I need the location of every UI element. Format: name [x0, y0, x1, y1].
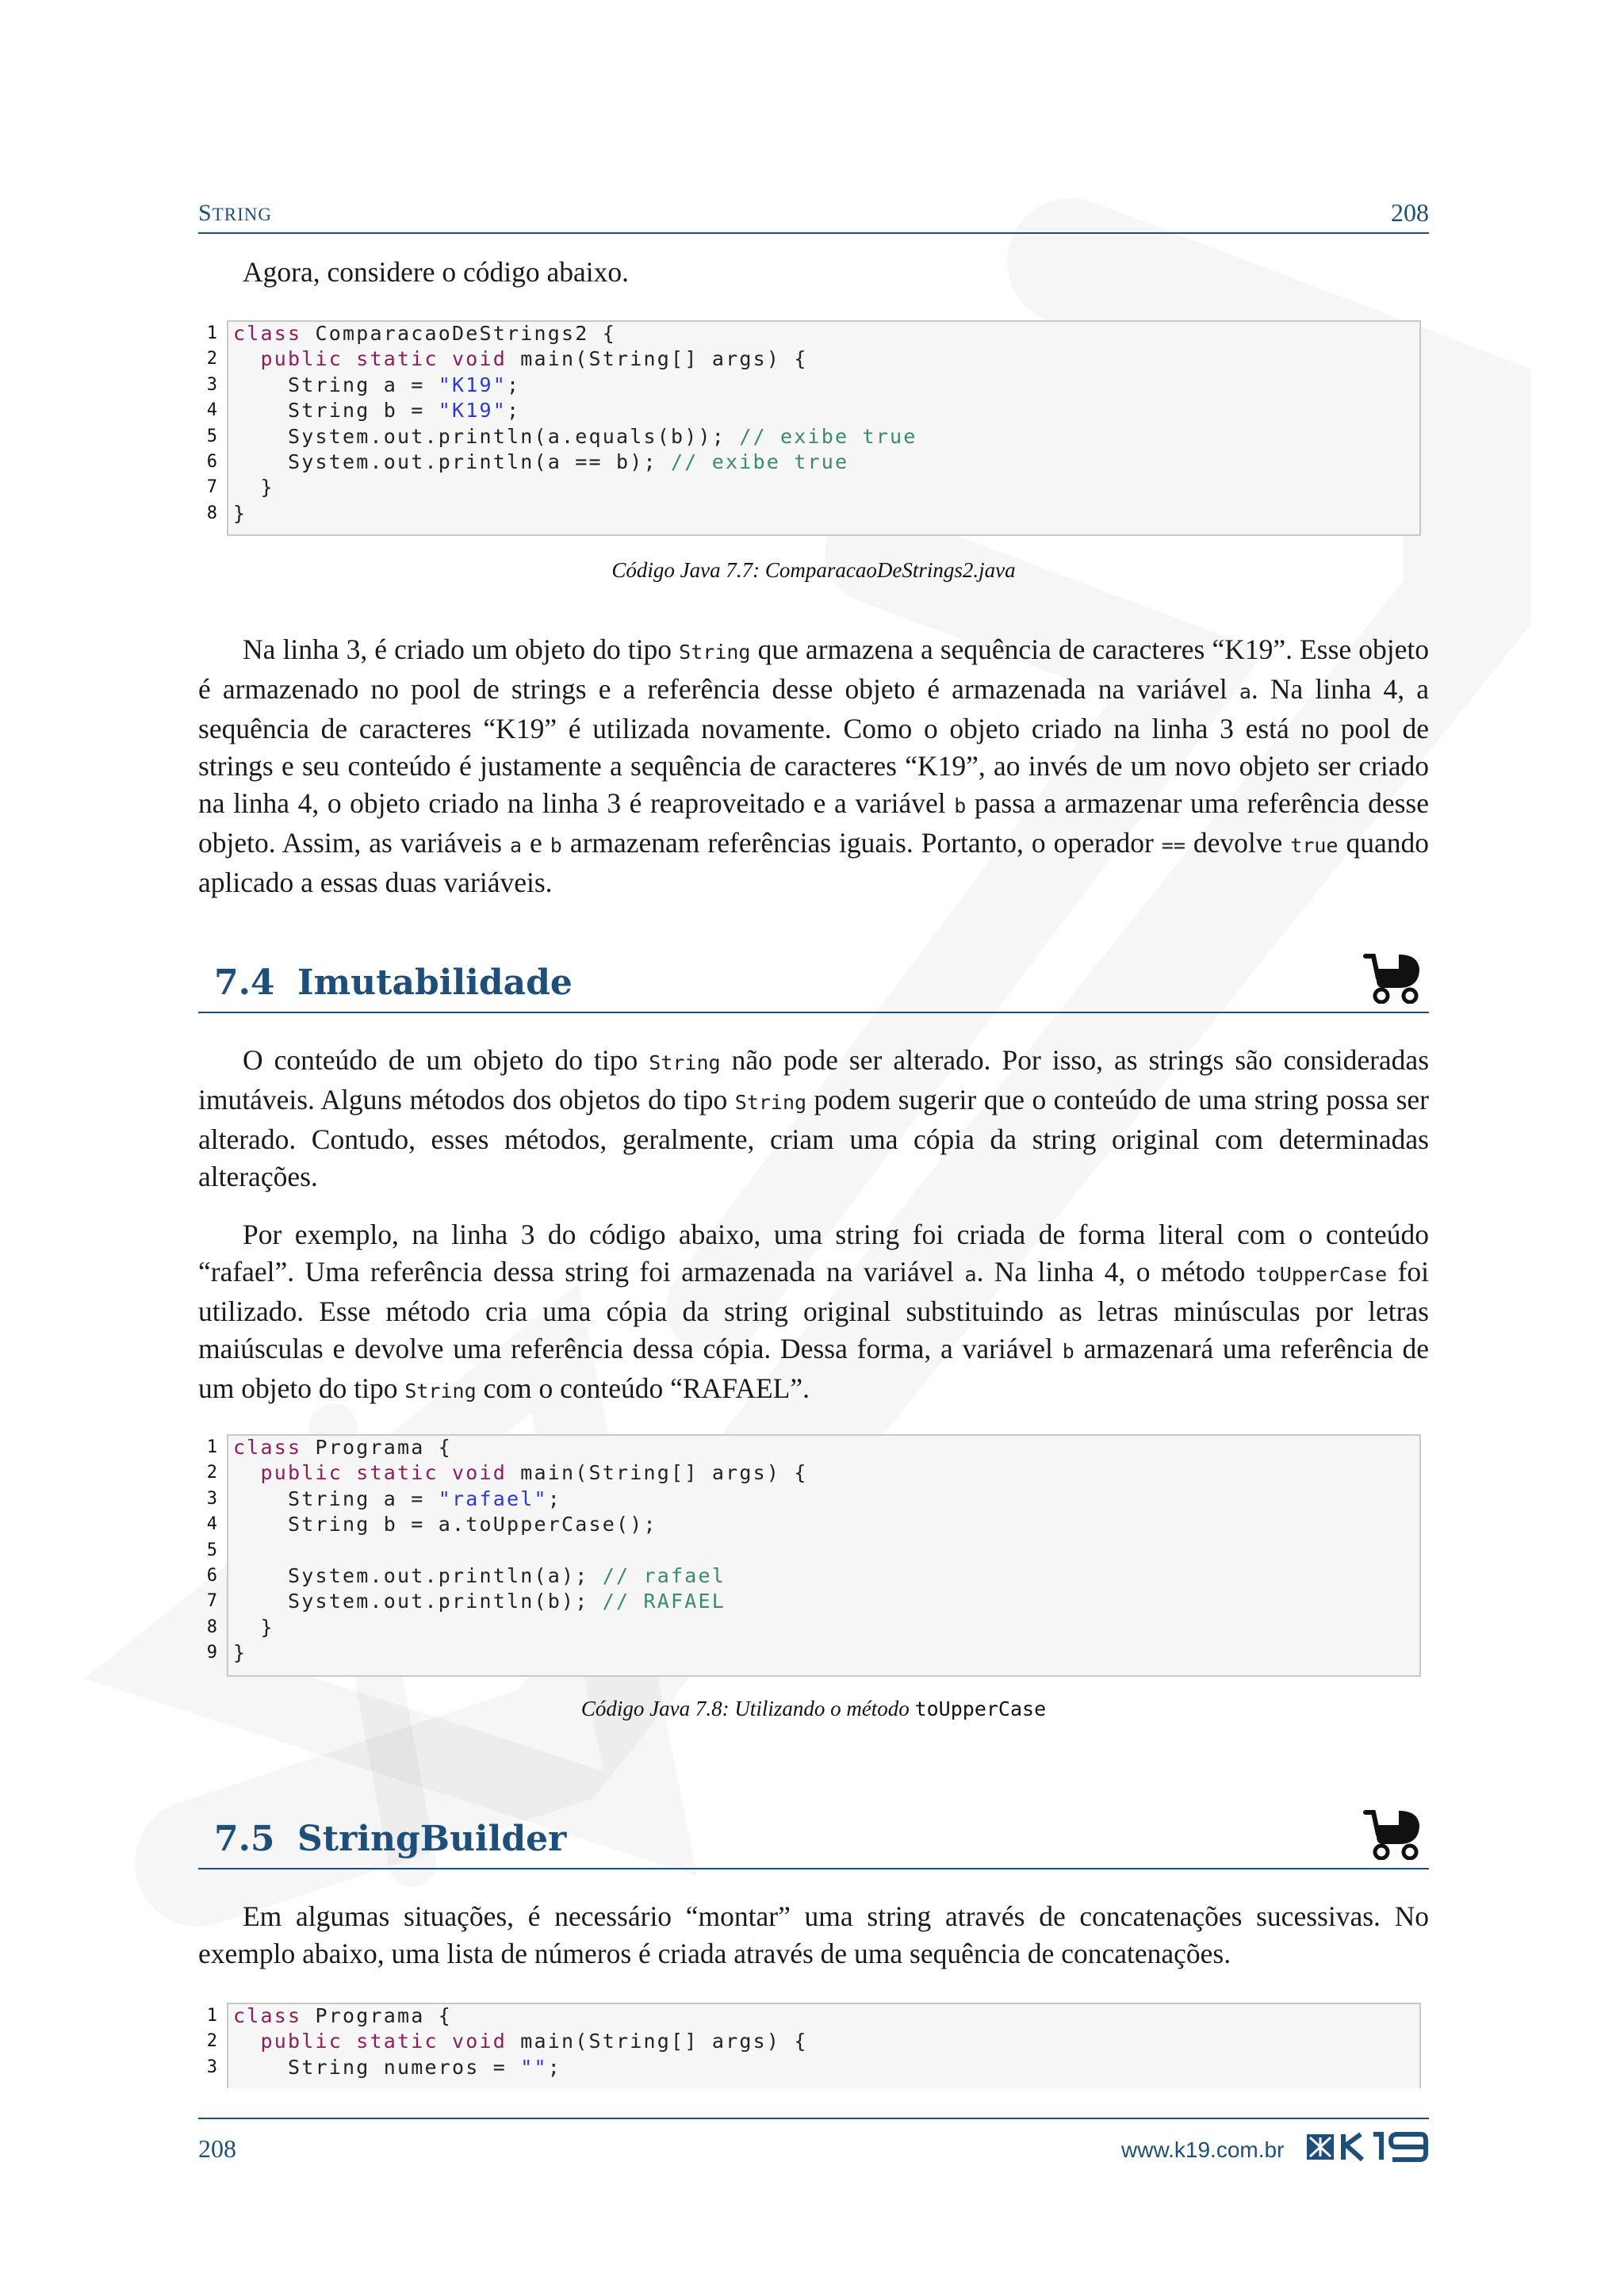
code-line-number: 1: [206, 323, 217, 343]
footer-url: www.k19.com.br: [1121, 2137, 1285, 2162]
code-token: }: [233, 1641, 247, 1665]
paragraph-stringbuilder-intro: [198, 1898, 1429, 1973]
inline-code: String: [404, 1380, 477, 1402]
code-token: }: [233, 1615, 274, 1639]
code-token: String a =: [233, 373, 439, 396]
inline-code: true: [1290, 834, 1339, 857]
code-token: [233, 2030, 261, 2053]
section-rule-7-5: [198, 1868, 1429, 1869]
paragraph-pool-explanation: [198, 631, 1429, 901]
code-caption-2: Código Java 7.8: Utilizando o método toUpperCase: [580, 1697, 1047, 1720]
footer-rule: [198, 2118, 1429, 2119]
text-run: . Na linha 4, a sequência de caracteres “K19” é utilizada novamente. Como o objeto criado na linha 3 está no pool de strings e seu conteúdo é justamente a sequência de caracteres “K19”, ao invés de um novo objeto ser criado na linha 4, o objeto criado na linha 3 é reaproveitado e a variável: [198, 673, 1430, 819]
intro-paragraph: Agora, considere o código abaixo.: [243, 256, 629, 288]
code-token: }: [233, 501, 247, 525]
code-token: Programa {: [301, 2004, 453, 2027]
section-rule-7-4: [198, 1012, 1429, 1013]
code-token: main(String[] args) {: [507, 1461, 808, 1485]
code-line-number: 4: [206, 1514, 217, 1535]
code-line: [233, 1513, 657, 1538]
paragraph-touppercase-example: [198, 1216, 1429, 1410]
text-run: não pode ser alterado. Por isso, as strings são consideradas imutáveis. Alguns métodos dos objetos do tipo: [198, 1044, 1430, 1115]
text-run: quando aplicado a essas duas variáveis.: [198, 827, 1429, 898]
code-token: class: [233, 1436, 302, 1459]
code-line-number: 3: [206, 2057, 217, 2077]
code-token: Programa {: [301, 1436, 453, 1459]
code-token: // exibe true: [739, 424, 917, 448]
code-token: ;: [507, 373, 521, 396]
text-run: armazenam referências iguais. Portanto, o operador: [561, 827, 1162, 859]
running-header-page-number: 208: [1391, 198, 1429, 227]
text-run: Na linha 3, é criado um objeto do tipo: [243, 633, 680, 665]
code-line-number: 1: [206, 2006, 217, 2026]
code-line-number: 2: [206, 1463, 217, 1483]
code-token: ;: [507, 399, 521, 423]
code-token: class: [233, 322, 302, 345]
code-token: [233, 347, 261, 370]
code-line-number: 8: [206, 503, 217, 523]
code-token: // exibe true: [671, 450, 849, 473]
code-token: System.out.println(a.equals(b));: [233, 424, 740, 448]
text-run: podem sugerir que o conteúdo de uma string possa ser alterado. Contudo, esses métodos, geralmente, criam uma cópia da string original com determinadas alterações.: [198, 1084, 1429, 1192]
code-line: [233, 1616, 274, 1641]
code-line-number: 5: [206, 426, 217, 446]
code-token: ComparacaoDeStrings2 {: [301, 322, 617, 345]
code-line: [233, 502, 247, 527]
text-run: e: [522, 827, 550, 859]
text-run: que armazena a sequência de caracteres “K19”. Esse objeto é armazenado no pool de strings e a referência desse objeto é armazenada na variável: [198, 633, 1430, 705]
code-line-number: 2: [206, 2031, 217, 2052]
code-token: "K19": [438, 399, 508, 423]
inline-code: a: [1239, 680, 1251, 703]
section-heading-7-5: 7.5 StringBuilder: [214, 1819, 567, 1859]
stroller-icon: [1362, 1808, 1423, 1860]
section-heading-7-4: 7.4 Imutabilidade: [214, 962, 573, 1003]
inline-code: toUpperCase: [1255, 1263, 1388, 1286]
code-caption-1: Código Java 7.7: ComparacaoDeStrings2.java: [611, 558, 1016, 582]
code-line: [233, 322, 616, 347]
code-token: ;: [547, 2055, 562, 2079]
code-line: [233, 476, 274, 501]
code-token: public static void: [260, 1461, 508, 1485]
inline-code: b: [1062, 1340, 1074, 1363]
code-token: String a =: [233, 1487, 439, 1510]
code-line: [233, 373, 520, 399]
code-token: // rafael: [602, 1564, 726, 1587]
code-line-number: 7: [206, 1591, 217, 1612]
code-line: [233, 399, 520, 424]
code-token: public static void: [260, 347, 508, 371]
code-token: }: [233, 476, 274, 499]
code-line: [233, 425, 917, 450]
text-run: . Na linha 4, o método: [976, 1256, 1256, 1288]
code-token: "K19": [438, 373, 508, 396]
inline-code: ==: [1161, 834, 1185, 857]
code-line-number: 1: [206, 1437, 217, 1457]
code-line: [233, 1590, 726, 1615]
code-line-number: 2: [206, 349, 217, 369]
code-line: [233, 1461, 808, 1487]
code-token: System.out.println(b);: [233, 1590, 603, 1613]
code-line: [233, 1487, 561, 1513]
code-line-number: 3: [206, 1488, 217, 1509]
k19-logo: [1305, 2131, 1431, 2163]
code-line-number: 3: [206, 374, 217, 395]
stroller-icon: [1362, 951, 1423, 1004]
text-run: devolve: [1185, 827, 1291, 859]
code-token: [233, 1461, 261, 1484]
inline-code: b: [550, 834, 562, 857]
text-run: Por exemplo, na linha 3 do código abaixo, uma string foi criada de forma literal com o conteúdo “rafael”. Uma referência dessa string foi armazenada na variável: [198, 1219, 1429, 1288]
text-run: com o conteúdo “RAFAEL”.: [476, 1372, 810, 1404]
inline-code: String: [734, 1091, 807, 1114]
code-token: public static void: [260, 2030, 508, 2053]
text-run: O conteúdo de um objeto do tipo: [243, 1044, 649, 1076]
code-line-number: 6: [206, 1566, 217, 1586]
code-line: [233, 347, 808, 373]
inline-code: String: [649, 1051, 721, 1074]
text-run: Em algumas situações, é necessário “montar” uma string através de concatenações sucessivas. No exemplo abaixo, uma lista de números é criada através de uma sequência de concatenações.: [198, 1900, 1429, 1969]
running-header-title: STRING: [198, 200, 272, 226]
inline-code: String: [679, 641, 751, 664]
code-line: [233, 2004, 452, 2030]
code-token: System.out.println(a == b);: [233, 450, 672, 473]
code-token: main(String[] args) {: [507, 2030, 808, 2053]
code-token: String b = a.toUpperCase();: [233, 1513, 657, 1536]
footer-page-number: 208: [198, 2134, 236, 2163]
code-line-number: 8: [206, 1617, 217, 1637]
code-line-number: 6: [206, 452, 217, 472]
code-token: "": [520, 2055, 548, 2079]
text-run: passa a armazenar uma referência desse objeto. Assim, as variáveis: [198, 787, 1429, 859]
code-token: System.out.println(a);: [233, 1564, 603, 1587]
paragraph-immutability: [198, 1042, 1429, 1196]
code-line: [233, 1641, 247, 1667]
code-line-number: 4: [206, 400, 217, 421]
code-line: [233, 1564, 726, 1590]
code-token: ;: [547, 1487, 562, 1510]
code-line: [233, 450, 848, 476]
header-rule: [198, 232, 1429, 234]
code-token: String b =: [233, 399, 439, 423]
inline-code: b: [954, 794, 967, 817]
code-line-number: 5: [206, 1540, 217, 1560]
code-token: main(String[] args) {: [507, 347, 808, 371]
code-token: class: [233, 2004, 302, 2027]
code-token: "rafael": [438, 1487, 548, 1510]
code-line: [233, 1436, 452, 1461]
inline-code: a: [964, 1263, 977, 1286]
code-line-number: 9: [206, 1643, 217, 1663]
text-run: foi utilizado. Esse método cria uma cópia da string original substituindo as letras minúsculas por letras maiúsculas e devolve uma referência dessa cópia. Dessa forma, a variável: [198, 1256, 1429, 1364]
code-token: // RAFAEL: [602, 1590, 726, 1613]
code-line-number: 7: [206, 477, 217, 498]
code-token: String numeros =: [233, 2055, 521, 2079]
code-line: [233, 2056, 561, 2081]
code-line: [233, 2030, 808, 2055]
inline-code: a: [509, 834, 523, 857]
text-run: armazenará uma referência de um objeto do tipo: [198, 1333, 1429, 1404]
